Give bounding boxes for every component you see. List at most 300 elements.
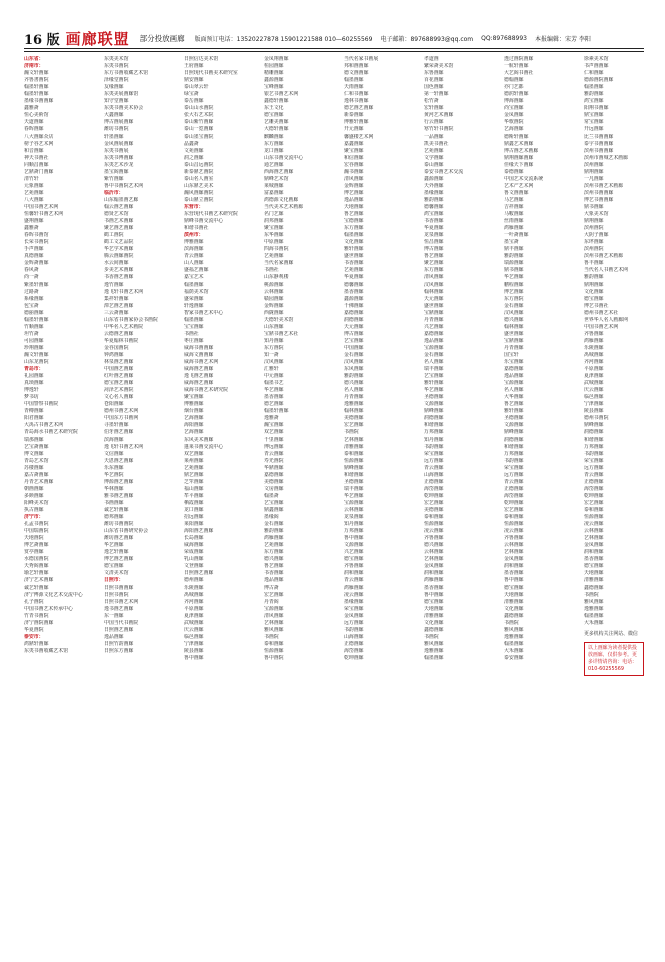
gallery-entry: 中国东方书画网 — [104, 415, 139, 422]
gallery-entry: 博逸轩 — [24, 387, 39, 394]
gallery-entry: 威海书画艺术网 — [184, 359, 219, 366]
gallery-entry: 德州书画艺术社 — [584, 309, 619, 316]
gallery-entry: 华林画廊 — [104, 485, 124, 492]
gallery-entry: 瑞丰画廊 — [424, 366, 444, 373]
gallery-entry: 齐鲁画廊 — [504, 535, 524, 542]
gallery-entry: 招远画廊 — [184, 514, 204, 521]
gallery-entry: 日照书画艺术网 — [104, 598, 139, 605]
gallery-entry: 艺林画廊 — [584, 535, 604, 542]
gallery-entry: 赏亭画廊 — [24, 549, 44, 556]
gallery-entry: 当代名人书画艺术网 — [584, 267, 629, 274]
gallery-entry: 鸿雁画廊 — [344, 584, 364, 591]
gallery-entry: 亦门艺都 — [504, 84, 524, 91]
gallery-entry: 远方画廊 — [504, 471, 524, 478]
gallery-entry: 翰墨斋 — [264, 492, 279, 499]
gallery-entry: 张大石艺术院 — [184, 112, 214, 119]
gallery-entry: 山东静观楼 — [264, 274, 289, 281]
gallery-entry: 仁和书画廊 — [344, 91, 369, 98]
gallery-entry: 馨盛楼艺术网 — [344, 133, 374, 140]
gallery-entry: 圣德画廊 — [424, 394, 444, 401]
gallery-entry: 书韵画廊 — [504, 457, 524, 464]
gallery-entry: 禹城画廊 — [184, 591, 204, 598]
gallery-entry: 泰和画廊 — [264, 640, 284, 647]
gallery-entry: 德艺画廊 — [264, 401, 284, 408]
gallery-entry: 汉风画廊 — [264, 359, 284, 366]
gallery-entry: 云林画廊 — [424, 549, 444, 556]
gallery-entry: 聚宝画廊 — [264, 225, 284, 232]
gallery-entry: 雅风画廊 — [584, 598, 604, 605]
gallery-entry: 繁荣斋美术馆 — [424, 63, 454, 70]
gallery-entry: 滨州书画艺术画廊 — [584, 182, 624, 189]
gallery-entry: 瑞丰画廊 — [344, 485, 364, 492]
gallery-entry: 华夏画廊 — [424, 225, 444, 232]
gallery-entry: 四海书画院 — [264, 246, 289, 253]
gallery-entry: 艺海画廊 — [504, 126, 524, 133]
gallery-entry: 鲁艺画廊 — [424, 253, 444, 260]
gallery-entry: 比兰书画画廊 — [584, 133, 614, 140]
gallery-entry: 金凤画廊 — [504, 556, 524, 563]
gallery-entry: 凌云画廊 — [584, 521, 604, 528]
gallery-entry: 聚艺画廊 — [424, 260, 444, 267]
gallery-entry: 兴艺画廊 — [424, 323, 444, 330]
gallery-entry: 恒昌画廊 — [424, 239, 444, 246]
gallery-entry: 竹顺画廊 — [24, 323, 44, 330]
gallery-entry: 武城画廊 — [584, 380, 604, 387]
gallery-entry: 瀚书画廊 — [344, 168, 364, 175]
gallery-entry: 大禾画廊 — [504, 647, 524, 654]
gallery-entry: 东夷书博画廊 — [104, 154, 134, 161]
gallery-entry: 宁津画廊 — [184, 640, 204, 647]
gallery-entry: 墨缘画廊 — [344, 598, 364, 605]
gallery-entry: 华夏翰林书画院 — [104, 337, 139, 344]
gallery-entry: 夏津画廊 — [584, 373, 604, 380]
gallery-entry: 东夷书画美术协会 — [104, 105, 144, 112]
gallery-entry: 齐鲁書画院 — [24, 77, 49, 84]
gallery-entry: 德馨画廊 — [424, 203, 444, 210]
gallery-entry: 丹青艺术画廊 — [24, 478, 54, 485]
gallery-entry: 武城画廊 — [184, 619, 204, 626]
gallery-entry: 名人画廊 — [344, 387, 364, 394]
gallery-entry: 尚一斋 — [24, 274, 39, 281]
gallery-entry: 大象美术馆 — [584, 211, 609, 218]
gallery-entry: 包宝斋 — [24, 302, 39, 309]
gallery-entry: 东方画院 — [264, 344, 284, 351]
gallery-entry: 鲁中画廊 — [184, 654, 204, 661]
gallery-entry: 多颜画廊 — [24, 492, 44, 499]
gallery-entry: 德文画画廊 — [344, 70, 369, 77]
gallery-entry: 乾坤画廊 — [504, 499, 524, 506]
edition-number: 16 版 — [24, 32, 60, 48]
gallery-entry: 阳君画廊 — [24, 415, 44, 422]
gallery-entry: 鼎翔画廊 — [584, 281, 604, 288]
gallery-entry: 翰墨画廊 — [184, 316, 204, 323]
gallery-entry: 鼎安画廊 — [184, 77, 204, 84]
gallery-entry: 夏津画廊 — [184, 612, 204, 619]
gallery-entry: 泰安书画艺术交流 — [424, 168, 464, 175]
gallery-entry: 盛荣画廊 — [184, 295, 204, 302]
gallery-entry: 和谐书画社 — [184, 225, 209, 232]
gallery-entry: 博雅画廊 — [184, 401, 204, 408]
gallery-entry: 德宝画廊 — [504, 584, 524, 591]
gallery-entry: 德宝画廊 — [264, 112, 284, 119]
gallery-entry: 春风斋 — [24, 267, 39, 274]
listing-column — [424, 56, 484, 946]
gallery-entry: 华艺画廊 — [504, 274, 524, 281]
gallery-entry: 凯美书画社 — [424, 140, 449, 147]
gallery-entry: 聚宝画廊 — [344, 147, 364, 154]
gallery-entry: 梦书坊 — [24, 394, 39, 401]
gallery-entry: 翰林画廊 — [504, 323, 524, 330]
gallery-entry: 万邦画廊 — [424, 429, 444, 436]
gallery-entry: 银艺书画艺术网 — [264, 91, 299, 98]
gallery-entry: 滨州书画画廊 — [584, 147, 614, 154]
gallery-entry: 大阴子画廊 — [584, 232, 609, 239]
gallery-entry: 鸿德源文化画廊 — [264, 196, 299, 203]
gallery-entry: 天地画廊 — [584, 570, 604, 577]
gallery-entry: 华歌画院 — [504, 119, 524, 126]
gallery-entry: 威海文画画廊 — [184, 351, 214, 358]
gallery-entry: 宝宝画廊 — [184, 323, 204, 330]
gallery-entry: 鼎艺画廊 — [184, 471, 204, 478]
gallery-entry: 芝罘画廊 — [184, 478, 204, 485]
gallery-entry: 孔子画院 — [24, 598, 44, 605]
gallery-entry: 翰墨画廊 — [584, 84, 604, 91]
gallery-entry: 佳缘天下画廊 — [504, 161, 534, 168]
gallery-entry: 天地画廊 — [344, 203, 364, 210]
gallery-entry: 金辉斋画廊 — [24, 260, 49, 267]
gallery-entry: 马艺画廊 — [504, 196, 524, 203]
gallery-entry: 润和画廊 — [504, 563, 524, 570]
gallery-entry: 齐河画廊 — [184, 598, 204, 605]
gallery-entry: 元象画廊 — [24, 182, 44, 189]
gallery-entry: 逸飞画艺画廊 — [184, 373, 214, 380]
gallery-entry: 德州书画艺术网 — [104, 408, 139, 415]
gallery-entry: 雅风画廊 — [504, 626, 524, 633]
gallery-entry: 文源画廊 — [344, 542, 364, 549]
gallery-entry: 雅韵画廊 — [344, 373, 364, 380]
gallery-entry: 嘉宝艺术 — [184, 274, 204, 281]
gallery-entry: 禹城画廊 — [584, 351, 604, 358]
gallery-entry: 逸品画廊 — [344, 196, 364, 203]
gallery-entry: 日照竹韵画廊 — [104, 640, 134, 647]
gallery-entry: 桃源画廊 — [264, 281, 284, 288]
gallery-entry: 精雕画廊 — [264, 70, 284, 77]
gallery-entry: 中国瑞画院 — [24, 528, 49, 535]
booking-hotline: 版面预订电话：13520227878 15901221588 010—60255569 — [194, 35, 373, 43]
gallery-entry: 东夷美术馆 — [104, 56, 129, 62]
gallery-entry: 珍翔画廊 — [24, 344, 44, 351]
gallery-entry: 德宝画廊 — [424, 598, 444, 605]
gallery-entry: 博文画廊 — [24, 450, 44, 457]
gallery-entry: 天秀阁画廊 — [24, 563, 49, 570]
gallery-entry: 凌云画廊 — [424, 528, 444, 535]
brand-title: 画廊联盟 — [65, 29, 130, 48]
region-heading: 济南市： — [24, 63, 44, 70]
gallery-entry: 德贤艺术馆 — [104, 211, 129, 218]
gallery-entry: 栖霞画廊 — [184, 499, 204, 506]
gallery-entry: 丹青画廊 — [424, 316, 444, 323]
gallery-entry: 翰墨画廊 — [504, 640, 524, 647]
gallery-entry: 博古画艺术画廊 — [504, 147, 539, 154]
gallery-entry: 滨州画院 — [584, 246, 604, 253]
gallery-entry: 鼎翔画廊 — [584, 168, 604, 175]
gallery-entry: 嘉德画廊 — [504, 366, 524, 373]
gallery-entry: 中国书画艺术网 — [584, 323, 619, 330]
gallery-entry: 孝道画 — [424, 56, 439, 62]
gallery-entry: 文登画廊 — [184, 563, 204, 570]
gallery-entry: 德丽画廊 — [24, 309, 44, 316]
gallery-entry: 书香画廊 — [264, 570, 284, 577]
gallery-entry: 润和画廊 — [344, 570, 364, 577]
region-heading: 滨州市： — [184, 232, 204, 239]
gallery-entry: 艺林画廊 — [424, 556, 444, 563]
gallery-entry: 艺鼎斋门画廊 — [24, 168, 54, 175]
gallery-entry: 山东龙画院 — [24, 359, 49, 366]
gallery-entry: 鼎宝画廊 — [584, 112, 604, 119]
gallery-entry: 坦竹斋 — [24, 330, 39, 337]
gallery-entry: 百花画廊 — [424, 77, 444, 84]
gallery-entry: 鹏程画廊 — [504, 281, 524, 288]
gallery-entry: 松竹斋 — [424, 98, 439, 105]
gallery-entry: 八大画廊众店 — [24, 133, 54, 140]
gallery-entry: 逸雅斋 — [264, 415, 279, 422]
gallery-entry: 庆云画廊 — [584, 387, 604, 394]
gallery-entry: 清风画廊 — [264, 612, 284, 619]
gallery-entry: 翰林画廊 — [424, 288, 444, 295]
gallery-entry: 荣宝画廊 — [424, 450, 444, 457]
gallery-entry: 博源画艺画廊 — [104, 478, 134, 485]
gallery-entry: 宝鼎画廊 — [424, 309, 444, 316]
gallery-entry: 艺海画廊 — [184, 429, 204, 436]
region-heading: 山东省： — [24, 56, 44, 62]
gallery-entry: 齐鲁画廊 — [344, 563, 364, 570]
gallery-entry: 龙口画廊 — [184, 507, 204, 513]
gallery-entry: 莱城画廊 — [264, 182, 284, 189]
gallery-entry: 华艺画廊 — [424, 387, 444, 394]
gallery-entry: 和信画廊 — [344, 154, 364, 161]
gallery-entry: 友缘画廊 — [104, 84, 124, 91]
gallery-entry: 名门艺廊 — [264, 211, 284, 218]
gallery-entry: 日照信达美术馆 — [184, 56, 219, 62]
gallery-entry: 正德画廊 — [344, 640, 364, 647]
gallery-entry: 青岛艺术馆 — [24, 457, 49, 464]
gallery-entry: 双艺画廊 — [184, 450, 204, 457]
gallery-entry: 书香画廊 — [344, 260, 364, 267]
gallery-entry: 山东省书画家协会书画院 — [104, 316, 158, 323]
gallery-entry: 桓园画廊 — [264, 63, 284, 70]
gallery-entry: 系缘画廊 — [24, 295, 44, 302]
gallery-entry: 青云画廊 — [584, 471, 604, 478]
gallery-entry: 鸿雁画廊 — [424, 577, 444, 584]
gallery-entry: 博远画廊 — [264, 443, 284, 450]
gallery-entry: 钟鸿画廊 — [104, 351, 124, 358]
gallery-entry: 泰山一览画廊 — [184, 126, 214, 133]
gallery-entry: 凌云画廊 — [344, 591, 364, 598]
gallery-entry: 金谷国画院 — [104, 344, 129, 351]
gallery-entry: 华艺画院 — [104, 471, 124, 478]
gallery-entry: 鸿鼎轩画廊 — [24, 640, 49, 647]
gallery-entry: 潭艺画艺画廊 — [104, 302, 134, 309]
gallery-entry: 宝峰画廊 — [264, 84, 284, 91]
gallery-entry: 嘉德画廊 — [264, 471, 284, 478]
gallery-entry: 中国画廊 — [344, 344, 364, 351]
gallery-entry: 晶鑫斋 — [184, 140, 199, 147]
gallery-entry: 博艺画艺画廊 — [104, 556, 134, 563]
gallery-entry: 德州书画院 — [584, 415, 609, 422]
gallery-entry: 清雅画廊 — [344, 443, 364, 450]
gallery-entry: 宏艺画廊 — [504, 507, 524, 513]
gallery-entry: 潍坊书画画院 — [104, 521, 134, 528]
gallery-entry: 鲁中画廊 — [344, 535, 364, 542]
gallery-entry: 林泉画艺画廊 — [104, 359, 134, 366]
gallery-entry: 乐宝画廊 — [504, 359, 524, 366]
gallery-entry: 远方画廊 — [584, 464, 604, 471]
region-heading: 临沂市： — [104, 189, 124, 196]
gallery-entry: 金凤翔画廊 — [264, 56, 289, 62]
gallery-entry: 世界华人名人画廊网 — [584, 316, 629, 323]
gallery-entry: 陵县画廊 — [584, 408, 604, 415]
gallery-entry: 鲁艺画廊 — [344, 211, 364, 218]
gallery-entry: 金凤画廊 — [344, 612, 364, 619]
gallery-entry: 汇雅轩 — [264, 366, 279, 373]
gallery-entry: 鸿雁画廊 — [264, 535, 284, 542]
gallery-entry: 水德国画院 — [24, 556, 49, 563]
gallery-entry: 墨缘阁 — [264, 514, 279, 521]
region-heading: 济宁市： — [24, 514, 44, 521]
gallery-entry: 青云画廊 — [264, 450, 284, 457]
gallery-entry: 通艺画廊 — [264, 161, 284, 168]
gallery-entry: 书韵画廊 — [344, 626, 364, 633]
gallery-entry: 雅韵画廊 — [584, 274, 604, 281]
gallery-entry: 翰墨轩画廊 — [264, 408, 289, 415]
region-heading: 东营市： — [184, 203, 204, 210]
gallery-entry: 书韵画廊 — [584, 450, 604, 457]
gallery-entry: 泰安画廊 — [504, 654, 524, 661]
gallery-entry: 乾坤画廊 — [424, 492, 444, 499]
gallery-entry: 书画院 — [264, 633, 279, 640]
gallery-entry: 云林画廊 — [344, 507, 364, 513]
gallery-entry: 鲁艺画廊 — [264, 563, 284, 570]
gallery-entry: 文化画廊 — [424, 619, 444, 626]
gallery-entry: 中原画廊 — [264, 239, 284, 246]
gallery-entry: 中元画廊 — [264, 373, 284, 380]
gallery-entry: 翰云画艺画廊 — [104, 203, 134, 210]
gallery-entry: 博雅轩画廊 — [344, 119, 369, 126]
gallery-entry: 东风美术画廊 — [184, 436, 214, 443]
contact-qq: QQ:897688993 — [481, 34, 527, 42]
gallery-entry: 雅韵画廊 — [264, 528, 284, 535]
gallery-entry: 德宝画廊 — [584, 295, 604, 302]
gallery-entry: 海阳画艺画廊 — [184, 528, 214, 535]
gallery-entry: 宏艺画廊 — [584, 499, 604, 506]
gallery-entry: 山东书画交流中心 — [264, 154, 304, 161]
gallery-entry: 文化画廊 — [504, 605, 524, 612]
gallery-entry: 文苑画廊 — [184, 147, 204, 154]
gallery-entry: 云林画廊 — [264, 288, 284, 295]
gallery-entry: 知一斋 — [264, 351, 279, 358]
gallery-entry: 威海画廊 — [184, 542, 204, 549]
gallery-entry: 宏艺画廊 — [264, 591, 284, 598]
gallery-entry: 轩逸画廊 — [184, 302, 204, 309]
gallery-entry: 雅书画艺画廊 — [104, 492, 134, 499]
gallery-entry: 清竹轩 — [24, 175, 39, 182]
gallery-entry: 丹青阁 — [264, 598, 279, 605]
gallery-entry: 孔孟书画院 — [24, 521, 49, 528]
gallery-entry: 庆云画廊 — [184, 626, 204, 633]
gallery-entry: 德润轩画廊 — [504, 91, 529, 98]
gallery-entry: 宝鼎画廊 — [504, 337, 524, 344]
gallery-entry: 智家书画艺术中心 — [184, 309, 224, 316]
listing-column — [584, 56, 644, 946]
gallery-entry: 春晖书画馆 — [24, 232, 49, 239]
gallery-entry: 墨香画廊 — [424, 584, 444, 591]
gallery-entry: 天雨画廊 — [344, 84, 364, 91]
gallery-entry: 千里画廊 — [264, 436, 284, 443]
gallery-entry: 德宝画廊 — [344, 556, 364, 563]
gallery-entry: 逸品画廊 — [104, 633, 124, 640]
gallery-entry: 逸品画廊 — [504, 373, 524, 380]
gallery-entry: 德兴画廊 — [344, 380, 364, 387]
gallery-entry: 苍阳画廊 — [104, 401, 124, 408]
gallery-entry: 德兴画廊 — [424, 542, 444, 549]
gallery-entry: 美德画廊 — [264, 478, 284, 485]
gallery-entry: 兴艺画廊 — [344, 549, 364, 556]
gallery-entry: 鑫德画廊 — [584, 584, 604, 591]
gallery-entry: 墨香画廊 — [584, 556, 604, 563]
gallery-entry: 博艺斋画廊 — [24, 542, 49, 549]
gallery-entry: 鼎峰书画交流中心 — [184, 218, 224, 225]
gallery-entry: 菏泽艺术画院 — [104, 387, 134, 394]
gallery-entry: 书画艺术画廊 — [104, 218, 134, 225]
gallery-entry: 乐陵画廊 — [184, 584, 204, 591]
gallery-entry: 绿宝斋 — [184, 91, 199, 98]
gallery-entry: 日照画艺画廊 — [104, 626, 134, 633]
gallery-entry: 鸿宝画廊 — [584, 98, 604, 105]
gallery-entry: 墨香画廊 — [264, 394, 284, 401]
header-divider — [24, 48, 644, 52]
gallery-entry: 逸竹画廊 — [104, 281, 124, 288]
gallery-entry: 龙口画廊 — [264, 147, 284, 154]
gallery-entry: 荣宝画廊 — [504, 464, 524, 471]
gallery-entry: 恒源画廊 — [584, 514, 604, 521]
gallery-entry: 德宝画艺画廊 — [104, 380, 134, 387]
gallery-entry: 云德画艺画廊 — [104, 330, 134, 337]
gallery-entry: 滨州书画艺术画廊 — [584, 253, 624, 260]
gallery-entry: 艺苑画廊 — [424, 147, 444, 154]
gallery-entry: 泰和画廊 — [504, 514, 524, 521]
gallery-entry: 名人画廊 — [424, 359, 444, 366]
gallery-entry: 青岛海水书画艺术研究院 — [24, 429, 78, 436]
gallery-entry: 鼎峰画廊 — [424, 408, 444, 415]
gallery-entry: 逸雅画廊 — [504, 633, 524, 640]
gallery-entry: 泰和画廊 — [584, 507, 604, 513]
gallery-entry: 泰山墨宝画院 — [184, 133, 214, 140]
gallery-entry: 威海书画艺术研究院 — [184, 387, 229, 394]
gallery-entry: 瀚宝画廊 — [264, 422, 284, 429]
gallery-entry: 艺苑画廊 — [264, 542, 284, 549]
gallery-entry: 瑞那画廊 — [24, 436, 44, 443]
gallery-entry: 雅轩画廊 — [504, 408, 524, 415]
gallery-entry: 艺林画廊 — [344, 436, 364, 443]
gallery-entry: 知丹画廊 — [264, 337, 284, 344]
gallery-entry: 嘉古斋画廊 — [24, 471, 49, 478]
gallery-entry: 盛翔画廊 — [24, 218, 44, 225]
gallery-entry: 艺术产艺术网 — [504, 182, 534, 189]
gallery-entry: 恒馨轩书画艺术网 — [24, 211, 64, 218]
gallery-entry: 麒麟画廊 — [264, 133, 284, 140]
gallery-entry: 逸雅画廊 — [344, 401, 364, 408]
gallery-entry: 润和画廊 — [584, 549, 604, 556]
